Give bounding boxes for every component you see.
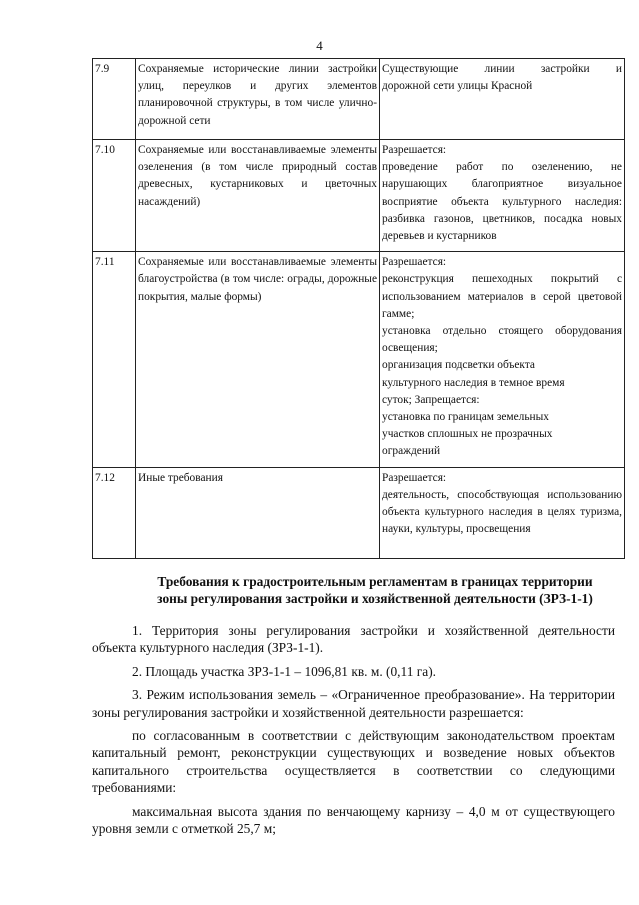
row-number-cell: 7.11 (93, 252, 136, 467)
row-number-cell: 7.9 (93, 59, 136, 140)
requirement-value-cell (380, 252, 625, 467)
page-number: 4 (316, 38, 323, 53)
value-line: участков сплошных не прозрачных (382, 428, 553, 441)
element-name-cell: Сохраняемые или восстанавливаемые элементы благоустройства (в том числе: ограды, дорожные покрытия, малые формы) (136, 252, 380, 467)
value-line: дорожной сети улицы Красной (382, 80, 533, 93)
value-line: Разрешается: (382, 256, 447, 269)
paragraph: максимальная высота здания по венчающему карнизу – 4,0 м от существующего уровня земли с отметкой 25,7 м; (92, 803, 615, 837)
paragraph: 3. Режим использования земель – «Ограниченное преобразование». На территории зоны регулирования застройки и хозяйственной деятельности разрешается: (92, 687, 615, 720)
value-line: Разрешается: (382, 471, 447, 484)
requirements-table (92, 58, 625, 559)
value-line: Разрешается: (382, 144, 447, 156)
value-line: ограждений (382, 445, 441, 458)
paragraph: 2. Площадь участка ЗРЗ-1-1 – 1096,81 кв. м. (0,11 га). (132, 663, 436, 679)
value-line: реконструкция пешеходных покрытий с использованием материалов в серой цветовой гамме; (382, 273, 622, 320)
value-line: установка отдельно стоящего оборудования освещения; (382, 325, 622, 355)
value-line: проведение работ по озеленению, не нарушающих благоприятное визуальное восприятие объекта культурного наследия: разбивка газонов, цветников, посадка новых деревьев и кустарников (382, 161, 622, 243)
requirement-value-cell (380, 59, 625, 140)
element-name-cell: Сохраняемые или восстанавливаемые элементы озеленения (в том числе природный состав древесных, кустарниковых и цветочных насаждений) (136, 140, 380, 252)
requirement-value-cell (380, 467, 625, 558)
value-line: суток; Запрещается: (382, 393, 480, 406)
paragraph: по согласованным в соответствии с действующим законодательством проектам капитальный ремонт, реконструкции существующих и возведение новых объектов капитального строительства осуществляется в соответствии со следующими требованиями: (92, 728, 615, 796)
element-name-cell: Иные требования (136, 467, 380, 558)
value-line: деятельность, способствующая использованию объекта культурного наследия в целях туризма, науки, культуры, просвещения (382, 488, 622, 536)
value-line: установка по границам земельных (382, 411, 549, 424)
body-text (92, 622, 615, 843)
table-row (93, 252, 625, 467)
element-name-cell: Сохраняемые исторические линии застройки улиц, переулков и других элементов планировочной структуры, в том числе улично-дорожной сети (136, 59, 380, 140)
paragraph: 1. Территория зоны регулирования застройки и хозяйственной деятельности объекта культурного наследия (ЗРЗ-1-1). (92, 623, 615, 656)
table-row (93, 59, 625, 140)
row-number-cell: 7.10 (93, 140, 136, 252)
value-line: организация подсветки объекта (382, 359, 535, 372)
table-row (93, 467, 625, 558)
value-line: Существующие линии застройки и (382, 63, 622, 75)
section-title: Требования к градостроительным регламентам в границах территории зоны регулирования застройки и хозяйственной деятельности (ЗРЗ-1-1) (157, 574, 593, 606)
row-number-cell: 7.12 (93, 467, 136, 558)
value-line: культурного наследия в темное время (382, 376, 565, 389)
table-row (93, 140, 625, 252)
requirement-value-cell (380, 140, 625, 252)
